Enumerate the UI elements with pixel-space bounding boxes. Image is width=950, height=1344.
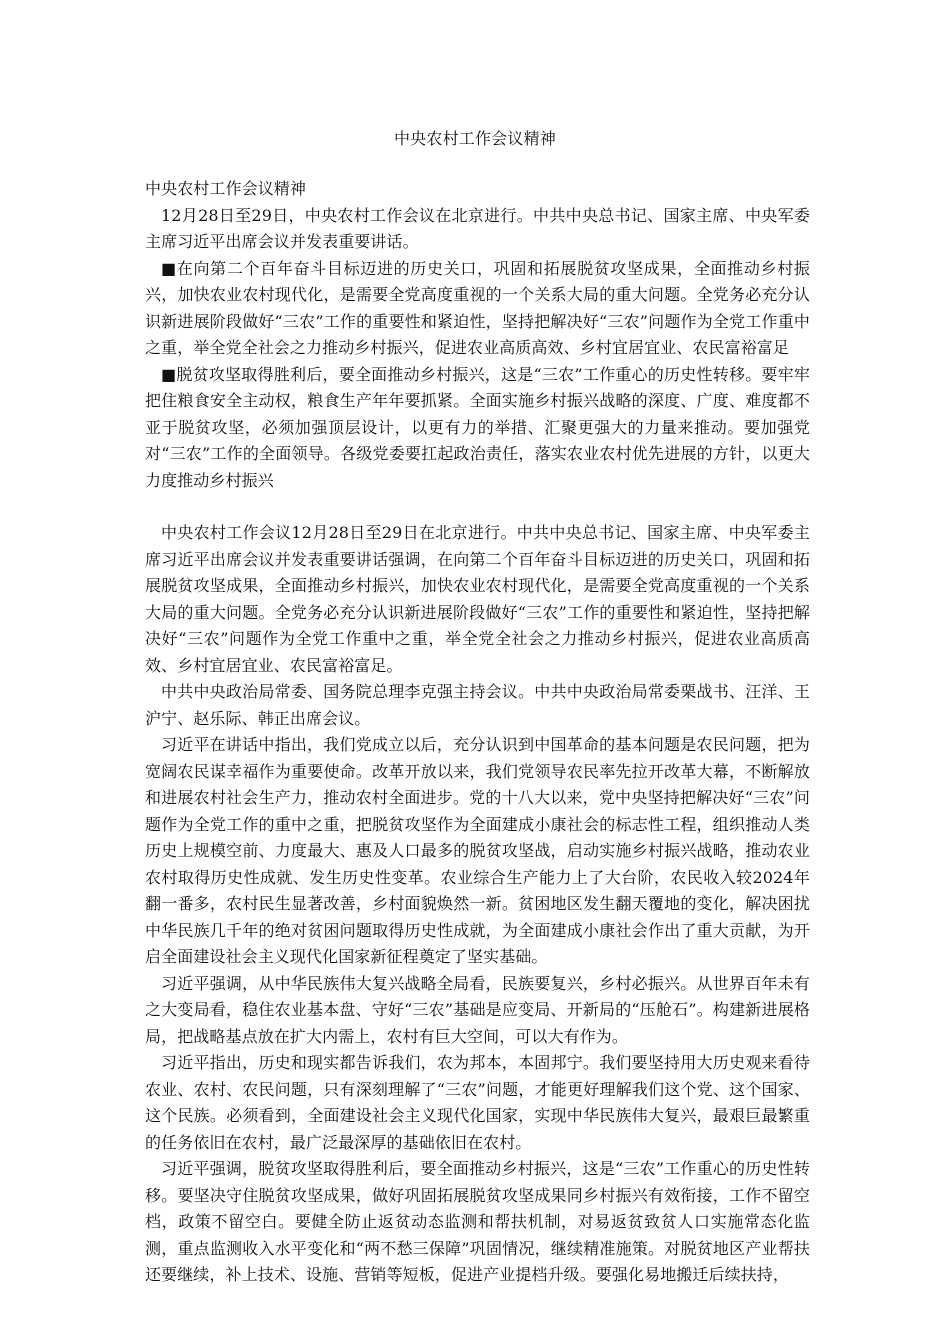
paragraph: 中央农村工作会议12月28日至29日在北京进行。中共中央总书记、国家主席、中央军委主席习近平出席会议并发表重要讲话强调，在向第二个百年奋斗目标迈进的历史关口，巩固和拓展脱贫攻坚成果，全面推动乡村振兴，加快农业农村现代化，是需要全党高度重视的一个关系大局的重大问题。全党务必充分认识新进展阶段做好“三农”工作的重要性和紧迫性，坚持把解决好“三农”问题作为全党工作重中之重，举全党全社会之力推动乡村振兴，促进农业高质高效、乡村宜居宜业、农民富裕富足。	[145, 523, 810, 675]
paragraph: 习近平在讲话中指出，我们党成立以后，充分认识到中国革命的基本问题是农民问题，把为宽阔农民谋幸福作为重要使命。改革开放以来，我们党领导农民率先拉开改革大幕，不断解放和进展农村社会生产力，推动农村全面进步。党的十八大以来，党中央坚持把解决好“三农”问题作为全党工作的重中之重，把脱贫攻坚作为全面建成小康社会的标志性工程，组织推动人类历史上规模空前、力度最大、惠及人口最多的脱贫攻坚战，启动实施乡村振兴战略，推动农业农村取得历史性成就、发生历史性变革。农业综合生产能力上了大台阶，农民收入较2024年翻一番多，农村民生显著改善，乡村面貌焕然一新。贫困地区发生翻天覆地的变化，解决困扰中华民族几千年的绝对贫困问题取得历史性成就，为全面建成小康社会作出了重大贡献，为开启全面建设社会主义现代化国家新征程奠定了坚实基础。	[145, 735, 810, 966]
document-body	[145, 176, 810, 1289]
document-title: 中央农村工作会议精神	[393, 129, 556, 148]
paragraph: 习近平强调，脱贫攻坚取得胜利后，要全面推动乡村振兴，这是“三农”工作重心的历史性转移。要坚决守住脱贫攻坚成果，做好巩固拓展脱贫攻坚成果同乡村振兴有效衔接，工作不留空档，政策不留空白。要健全防止返贫动态监测和帮扶机制，对易返贫致贫人口实施常态化监测，重点监测收入水平变化和“两不愁三保障”巩固情况，继续精准施策。对脱贫地区产业帮扶还要继续，补上技术、设施、营销等短板，促进产业提档升级。要强化易地搬迁后续扶持，	[145, 1159, 810, 1284]
paragraph: 习近平指出，历史和现实都告诉我们，农为邦本，本固邦宁。我们要坚持用大历史观来看待农业、农村、农民问题，只有深刻理解了“三农”问题，才能更好理解我们这个党、这个国家、这个民族。必须看到，全面建设社会主义现代化国家，实现中华民族伟大复兴，最艰巨最繁重的任务依旧在农村，最广泛最深厚的基础依旧在农村。	[145, 1053, 810, 1152]
paragraph: 中共中央政治局常委、国务院总理李克强主持会议。中共中央政治局常委栗战书、汪洋、王沪宁、赵乐际、韩正出席会议。	[145, 682, 810, 728]
summary-point: ■脱贫攻坚取得胜利后，要全面推动乡村振兴，这是“三农”工作重心的历史性转移。要牢牢把住粮食安全主动权，粮食生产年年要抓紧。全面实施乡村振兴战略的深度、广度、难度都不亚于脱贫攻坚，必须加强顶层设计，以更有力的举措、汇聚更强大的力量来推动。要加强党对“三农”工作的全面领导。各级党委要扛起政治责任，落实农业农村优先进展的方针，以更大力度推动乡村振兴	[145, 364, 810, 490]
paragraph: 12月28日至29日，中央农村工作会议在北京进行。中共中央总书记、国家主席、中央军委主席习近平出席会议并发表重要讲话。	[145, 205, 810, 251]
summary-point: ■在向第二个百年奋斗目标迈进的历史关口，巩固和拓展脱贫攻坚成果，全面推动乡村振兴，加快农业农村现代化，是需要全党高度重视的一个关系大局的重大问题。全党务必充分认识新进展阶段做好“三农”工作的重要性和紧迫性，坚持把解决好“三农”问题作为全党工作重中之重，举全党全社会之力推动乡村振兴，促进农业高质高效、乡村宜居宜业、农民富裕富足	[145, 258, 810, 357]
paragraph-gap	[145, 494, 810, 520]
section-heading: 中央农村工作会议精神	[145, 179, 307, 198]
paragraph: 习近平强调，从中华民族伟大复兴战略全局看，民族要复兴，乡村必振兴。从世界百年未有之大变局看，稳住农业基本盘、守好“三农”基础是应变局、开新局的“压舱石”。构建新进展格局，把战略基点放在扩大内需上，农村有巨大空间，可以大有作为。	[145, 973, 810, 1046]
